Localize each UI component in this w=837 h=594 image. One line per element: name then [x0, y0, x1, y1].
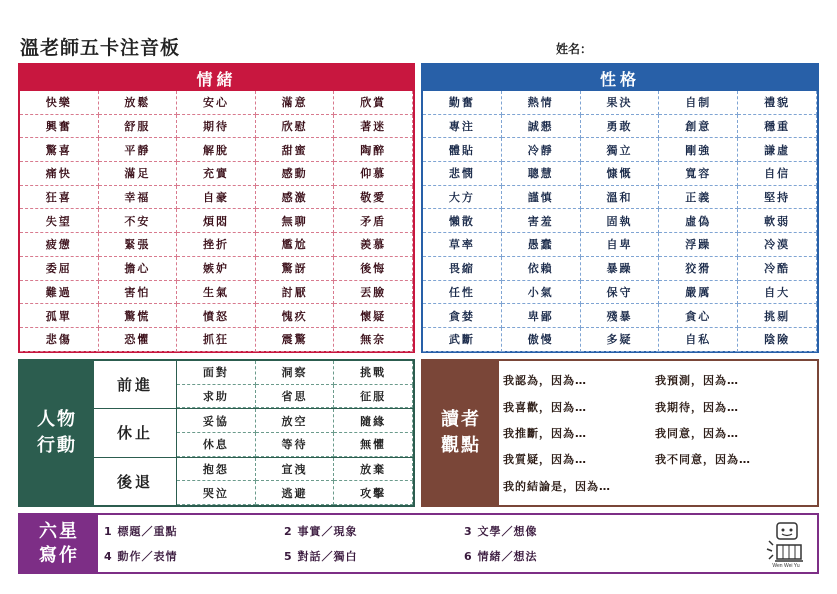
personality-word: 暴躁 — [581, 257, 660, 281]
action-word: 逃避 — [256, 481, 335, 505]
personality-word: 禮貌 — [738, 91, 817, 115]
action-word: 宣洩 — [256, 458, 335, 482]
reader-side-title — [423, 361, 499, 505]
emotion-word: 無奈 — [334, 328, 413, 352]
personality-word: 熱情 — [502, 91, 581, 115]
personality-word: 自大 — [738, 281, 817, 305]
emotion-word: 充實 — [177, 162, 256, 186]
emotion-word: 矛盾 — [334, 209, 413, 233]
personality-word: 勤奮 — [423, 91, 502, 115]
name-label: 姓名： — [556, 42, 593, 56]
personality-word: 貪婪 — [423, 304, 502, 328]
personality-word: 軟弱 — [738, 209, 817, 233]
action-group-words — [177, 458, 413, 505]
personality-word: 正義 — [659, 186, 738, 210]
personality-word: 小氣 — [502, 281, 581, 305]
personality-word: 武斷 — [423, 328, 502, 352]
action-word: 面對 — [177, 361, 256, 385]
personality-word: 自制 — [659, 91, 738, 115]
emotion-word: 害怕 — [99, 281, 178, 305]
action-group — [94, 458, 413, 505]
emotion-word: 羨慕 — [334, 233, 413, 257]
emotion-word: 滿足 — [99, 162, 178, 186]
personality-word: 悲憫 — [423, 162, 502, 186]
personality-word: 殘暴 — [581, 304, 660, 328]
personality-word: 懶散 — [423, 209, 502, 233]
personality-word: 狡猾 — [659, 257, 738, 281]
emotion-word: 抓狂 — [177, 328, 256, 352]
emotion-word: 期待 — [177, 115, 256, 139]
personality-panel — [421, 63, 819, 353]
six-star-item: 2 事實／現象 — [284, 525, 358, 539]
emotion-heading: 情緒 — [20, 65, 413, 91]
personality-word: 大方 — [423, 186, 502, 210]
emotion-word: 憤怒 — [177, 304, 256, 328]
action-side-title — [20, 361, 94, 505]
reader-sentence: 我不同意，因為… — [655, 453, 751, 467]
six-star-panel — [18, 513, 819, 574]
emotion-word: 狂喜 — [20, 186, 99, 210]
reader-sentence: 我喜歡，因為… — [503, 400, 587, 414]
emotion-word: 難過 — [20, 281, 99, 305]
personality-word: 愚蠢 — [502, 233, 581, 257]
personality-word: 堅持 — [738, 186, 817, 210]
personality-grid — [423, 91, 817, 352]
emotion-word: 驚喜 — [20, 138, 99, 162]
personality-word: 貪心 — [659, 304, 738, 328]
action-group-words — [177, 361, 413, 408]
emotion-word: 無聊 — [256, 209, 335, 233]
emotion-word: 舒服 — [99, 115, 178, 139]
logo-text: Wen Wei Yu — [772, 563, 800, 569]
action-group — [94, 361, 413, 409]
reader-body — [499, 361, 817, 505]
personality-word: 多疑 — [581, 328, 660, 352]
page-title: 溫老師五卡注音板 — [20, 37, 181, 59]
emotion-grid — [20, 91, 413, 352]
six-star-item: 6 情緒／想法 — [464, 549, 538, 563]
emotion-word: 幸福 — [99, 186, 178, 210]
personality-word: 誠懇 — [502, 115, 581, 139]
emotion-panel — [18, 63, 415, 353]
emotion-word: 震驚 — [256, 328, 335, 352]
emotion-word: 興奮 — [20, 115, 99, 139]
emotion-word: 滿意 — [256, 91, 335, 115]
six-star-side-title — [20, 515, 98, 572]
personality-word: 害羞 — [502, 209, 581, 233]
reader-sentence: 我同意，因為… — [655, 426, 739, 440]
action-panel — [18, 359, 415, 507]
action-word: 妥協 — [177, 409, 256, 433]
emotion-word: 快樂 — [20, 91, 99, 115]
personality-word: 慷慨 — [581, 162, 660, 186]
action-word: 隨緣 — [334, 409, 413, 433]
six-star-item: 4 動作／表情 — [104, 549, 178, 563]
emotion-word: 痛快 — [20, 162, 99, 186]
emotion-word: 擔心 — [99, 257, 178, 281]
personality-word: 冷酷 — [738, 257, 817, 281]
action-side-line-2: 行動 — [37, 435, 77, 456]
six-star-body — [98, 515, 817, 572]
personality-word: 自卑 — [581, 233, 660, 257]
action-word: 哭泣 — [177, 481, 256, 505]
emotion-word: 生氣 — [177, 281, 256, 305]
action-word: 等待 — [256, 433, 335, 457]
emotion-word: 委屈 — [20, 257, 99, 281]
personality-word: 浮躁 — [659, 233, 738, 257]
emotion-word: 孤單 — [20, 304, 99, 328]
action-word: 征服 — [334, 385, 413, 409]
emotion-word: 安心 — [177, 91, 256, 115]
action-word: 放棄 — [334, 458, 413, 482]
personality-word: 保守 — [581, 281, 660, 305]
action-group-label: 後退 — [94, 458, 177, 505]
emotion-word: 驚訝 — [256, 257, 335, 281]
personality-word: 卑鄙 — [502, 304, 581, 328]
six-star-side-line-2: 寫作 — [39, 544, 79, 566]
personality-word: 嚴厲 — [659, 281, 738, 305]
emotion-word: 煩悶 — [177, 209, 256, 233]
action-word: 抱怨 — [177, 458, 256, 482]
six-star-side-line-1: 六星 — [39, 520, 79, 542]
action-body — [94, 361, 413, 505]
emotion-word: 緊張 — [99, 233, 178, 257]
emotion-word: 欣賞 — [334, 91, 413, 115]
emotion-word: 仰慕 — [334, 162, 413, 186]
personality-word: 草率 — [423, 233, 502, 257]
personality-word: 畏縮 — [423, 257, 502, 281]
action-group-label: 休止 — [94, 409, 177, 456]
personality-word: 冷靜 — [502, 138, 581, 162]
personality-word: 謙虛 — [738, 138, 817, 162]
personality-word: 專注 — [423, 115, 502, 139]
reader-side-line-2: 觀點 — [441, 435, 481, 456]
action-word: 無懼 — [334, 433, 413, 457]
emotion-word: 甜蜜 — [256, 138, 335, 162]
reader-sentence: 我質疑，因為… — [503, 453, 587, 467]
personality-word: 勇敢 — [581, 115, 660, 139]
personality-word: 體貼 — [423, 138, 502, 162]
emotion-word: 欣慰 — [256, 115, 335, 139]
action-group-label: 前進 — [94, 361, 177, 408]
personality-word: 果決 — [581, 91, 660, 115]
emotion-word: 著迷 — [334, 115, 413, 139]
emotion-word: 解脫 — [177, 138, 256, 162]
emotion-word: 敬愛 — [334, 186, 413, 210]
emotion-word: 陶醉 — [334, 138, 413, 162]
emotion-word: 尷尬 — [256, 233, 335, 257]
action-word: 休息 — [177, 433, 256, 457]
emotion-word: 失望 — [20, 209, 99, 233]
action-group — [94, 409, 413, 457]
reader-side-line-1: 讀者 — [441, 409, 481, 430]
personality-word: 冷漠 — [738, 233, 817, 257]
personality-word: 獨立 — [581, 138, 660, 162]
personality-word: 任性 — [423, 281, 502, 305]
emotion-word: 後悔 — [334, 257, 413, 281]
reader-panel — [421, 359, 819, 507]
personality-word: 剛強 — [659, 138, 738, 162]
action-word: 洞察 — [256, 361, 335, 385]
personality-word: 聰慧 — [502, 162, 581, 186]
action-word: 省思 — [256, 385, 335, 409]
personality-word: 虛偽 — [659, 209, 738, 233]
wen-logo-icon — [763, 519, 809, 569]
emotion-word: 感激 — [256, 186, 335, 210]
action-word: 放空 — [256, 409, 335, 433]
personality-word: 寬容 — [659, 162, 738, 186]
emotion-word: 嫉妒 — [177, 257, 256, 281]
personality-heading: 性格 — [423, 65, 817, 91]
emotion-word: 討厭 — [256, 281, 335, 305]
reader-sentence: 我期待，因為… — [655, 400, 739, 414]
personality-word: 依賴 — [502, 257, 581, 281]
personality-word: 陰險 — [738, 328, 817, 352]
action-word: 求助 — [177, 385, 256, 409]
six-star-item: 3 文學／想像 — [464, 525, 538, 539]
action-word: 攻擊 — [334, 481, 413, 505]
emotion-word: 懷疑 — [334, 304, 413, 328]
emotion-word: 恐懼 — [99, 328, 178, 352]
emotion-word: 丟臉 — [334, 281, 413, 305]
action-group-words — [177, 409, 413, 456]
emotion-word: 挫折 — [177, 233, 256, 257]
emotion-word: 愧疚 — [256, 304, 335, 328]
personality-word: 挑剔 — [738, 304, 817, 328]
reader-sentence: 我的結論是，因為… — [503, 479, 611, 493]
personality-word: 自信 — [738, 162, 817, 186]
personality-word: 謹慎 — [502, 186, 581, 210]
emotion-word: 放鬆 — [99, 91, 178, 115]
reader-sentence: 我認為，因為… — [503, 374, 587, 388]
emotion-word: 感動 — [256, 162, 335, 186]
reader-sentence: 我預測，因為… — [655, 374, 739, 388]
six-star-item: 1 標題／重點 — [104, 525, 178, 539]
reader-sentence: 我推斷，因為… — [503, 426, 587, 440]
emotion-word: 不安 — [99, 209, 178, 233]
personality-word: 穩重 — [738, 115, 817, 139]
personality-word: 自私 — [659, 328, 738, 352]
emotion-word: 平靜 — [99, 138, 178, 162]
emotion-word: 疲憊 — [20, 233, 99, 257]
action-word: 挑戰 — [334, 361, 413, 385]
personality-word: 溫和 — [581, 186, 660, 210]
personality-word: 固執 — [581, 209, 660, 233]
personality-word: 傲慢 — [502, 328, 581, 352]
action-side-line-1: 人物 — [37, 409, 77, 430]
emotion-word: 悲傷 — [20, 328, 99, 352]
six-star-item: 5 對話／獨白 — [284, 549, 358, 563]
emotion-word: 驚慌 — [99, 304, 178, 328]
emotion-word: 自豪 — [177, 186, 256, 210]
personality-word: 創意 — [659, 115, 738, 139]
